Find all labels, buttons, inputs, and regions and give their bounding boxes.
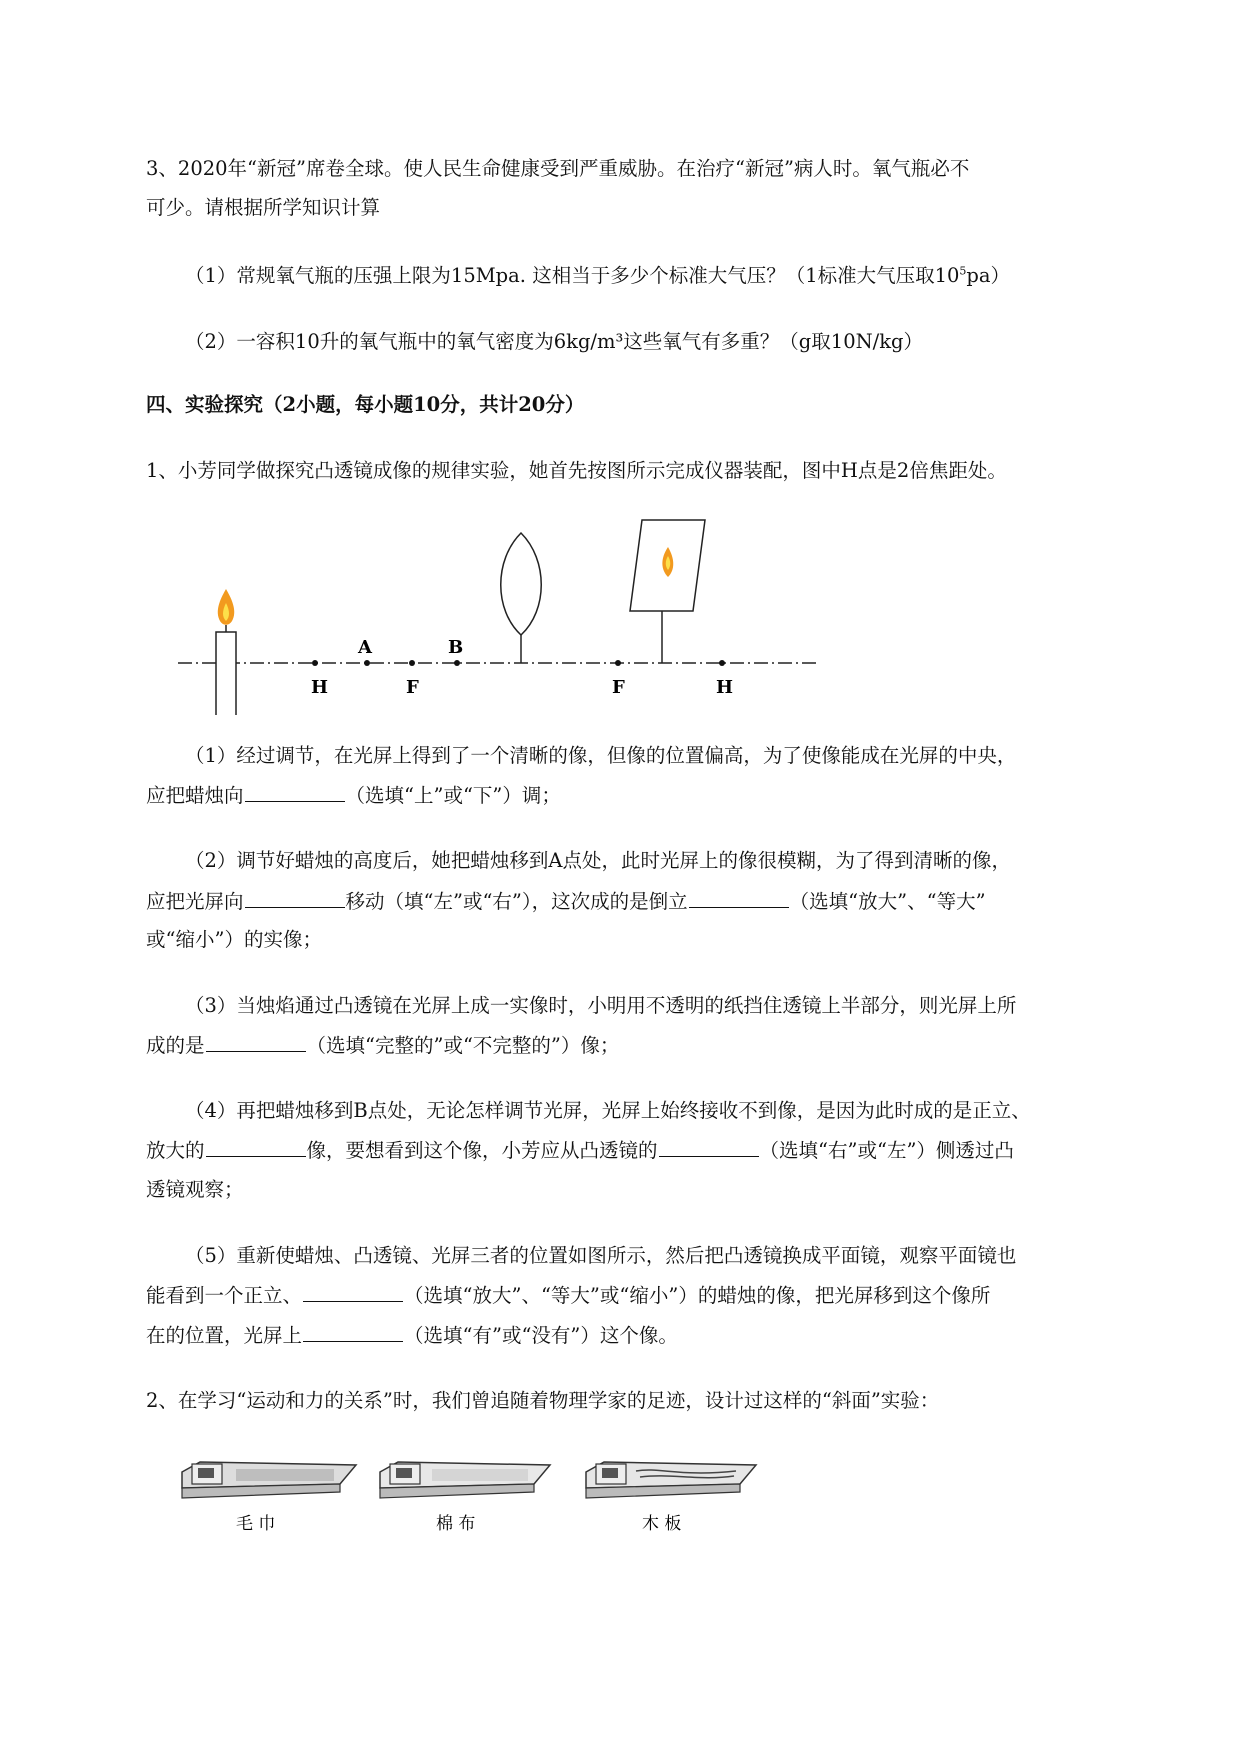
q3-line-2: 可少。请根据所学知识计算 bbox=[146, 196, 381, 219]
answer-blank[interactable] bbox=[659, 1138, 759, 1157]
surface-label-towel: 毛 巾 bbox=[236, 1514, 276, 1534]
convex-lens bbox=[501, 533, 542, 663]
label-f-right: F bbox=[612, 677, 625, 698]
q3-part-1: （1）常规氧气瓶的压强上限为15Mpa. 这相当于多少个标准大气压？（1标准大气压取$10^5pa$） bbox=[185, 264, 1011, 287]
q3-line-1: 3、2020年“新冠”席卷全球。使人民生命健康受到严重威胁。在治疗“新冠”病人时。氧气瓶必不 bbox=[146, 157, 970, 180]
exp1-s2-line-3: 或“缩小”）的实像； bbox=[146, 928, 322, 951]
exp1-s5-line-1: （5）重新使蜡烛、凸透镜、光屏三者的位置如图所示，然后把凸透镜换成平面镜，观察平面镜也 bbox=[185, 1244, 1017, 1267]
point-h-left bbox=[312, 660, 318, 666]
answer-blank[interactable] bbox=[689, 889, 789, 908]
point-b bbox=[454, 660, 460, 666]
exp1-s4-line-2: 放大的 像，要想看到这个像，小芳应从凸透镜的 （选填“右”或“左”）侧透过凸 bbox=[146, 1139, 1014, 1162]
section-heading: 四、实验探究（2小题，每小题10分，共计20分） bbox=[146, 393, 585, 416]
answer-blank[interactable] bbox=[245, 783, 345, 802]
label-b: B bbox=[448, 637, 464, 658]
q3-part-2: （2）一容积10升的氧气瓶中的氧气密度为6kg/m³这些氧气有多重？（g取10N/kg） bbox=[185, 330, 924, 353]
incline-experiment-figure bbox=[0, 1455, 1241, 1555]
incline-cotton bbox=[380, 1462, 550, 1534]
label-a: A bbox=[358, 637, 372, 658]
exp1-s3-line-2: 成的是 （选填“完整的”或“不完整的”）像； bbox=[146, 1034, 620, 1057]
exp1-s4-line-3: 透镜观察； bbox=[146, 1178, 244, 1201]
exp1-s2-line-1: （2）调节好蜡烛的高度后，她把蜡烛移到A点处，此时光屏上的像很模糊，为了得到清晰的像， bbox=[185, 849, 1011, 872]
exp1-s2-line-2: 应把光屏向 移动（填“左”或“右”），这次成的是倒立 （选填“放大”、“等大” bbox=[146, 890, 986, 913]
label-h-right: H bbox=[716, 677, 734, 698]
exp1-intro: 1、小芳同学做探究凸透镜成像的规律实验，她首先按图所示完成仪器装配，图中H点是2倍焦距处。 bbox=[146, 459, 1007, 482]
exp1-s5-line-2: 能看到一个正立、 （选填“放大”、“等大”或“缩小”）的蜡烛的像，把光屏移到这个像所 bbox=[146, 1284, 991, 1307]
label-f-left: F bbox=[406, 677, 419, 698]
exp2-intro: 2、在学习“运动和力的关系”时，我们曾追随着物理学家的足迹，设计过这样的“斜面”实验： bbox=[146, 1389, 940, 1412]
surface-label-cotton: 棉 布 bbox=[436, 1514, 476, 1534]
incline-wood bbox=[586, 1462, 756, 1534]
answer-blank[interactable] bbox=[303, 1283, 403, 1302]
surface-label-wood: 木 板 bbox=[642, 1514, 682, 1534]
incline-towel bbox=[182, 1462, 356, 1534]
exp1-s4-line-1: （4）再把蜡烛移到B点处，无论怎样调节光屏，光屏上始终接收不到像，是因为此时成的是正立、 bbox=[185, 1099, 1031, 1122]
exp1-s3-line-1: （3）当烛焰通过凸透镜在光屏上成一实像时，小明用不透明的纸挡住透镜上半部分，则光屏上所 bbox=[185, 994, 1017, 1017]
answer-blank[interactable] bbox=[206, 1033, 306, 1052]
lens-experiment-diagram bbox=[0, 515, 1241, 715]
light-screen bbox=[630, 520, 705, 663]
answer-blank[interactable] bbox=[303, 1323, 403, 1342]
point-f-right bbox=[615, 660, 621, 666]
answer-blank[interactable] bbox=[206, 1138, 306, 1157]
point-h-right bbox=[719, 660, 725, 666]
exp1-s5-line-3: 在的位置，光屏上 （选填“有”或“没有”）这个像。 bbox=[146, 1324, 678, 1347]
point-a bbox=[364, 660, 370, 666]
answer-blank[interactable] bbox=[245, 889, 345, 908]
candle bbox=[216, 589, 236, 715]
exp1-s1-line-1: （1）经过调节，在光屏上得到了一个清晰的像，但像的位置偏高，为了使像能成在光屏的中央， bbox=[185, 744, 1017, 767]
exp1-s1-line-2: 应把蜡烛向 （选填“上”或“下”）调； bbox=[146, 784, 561, 807]
point-f-left bbox=[409, 660, 415, 666]
label-h-left: H bbox=[311, 677, 329, 698]
